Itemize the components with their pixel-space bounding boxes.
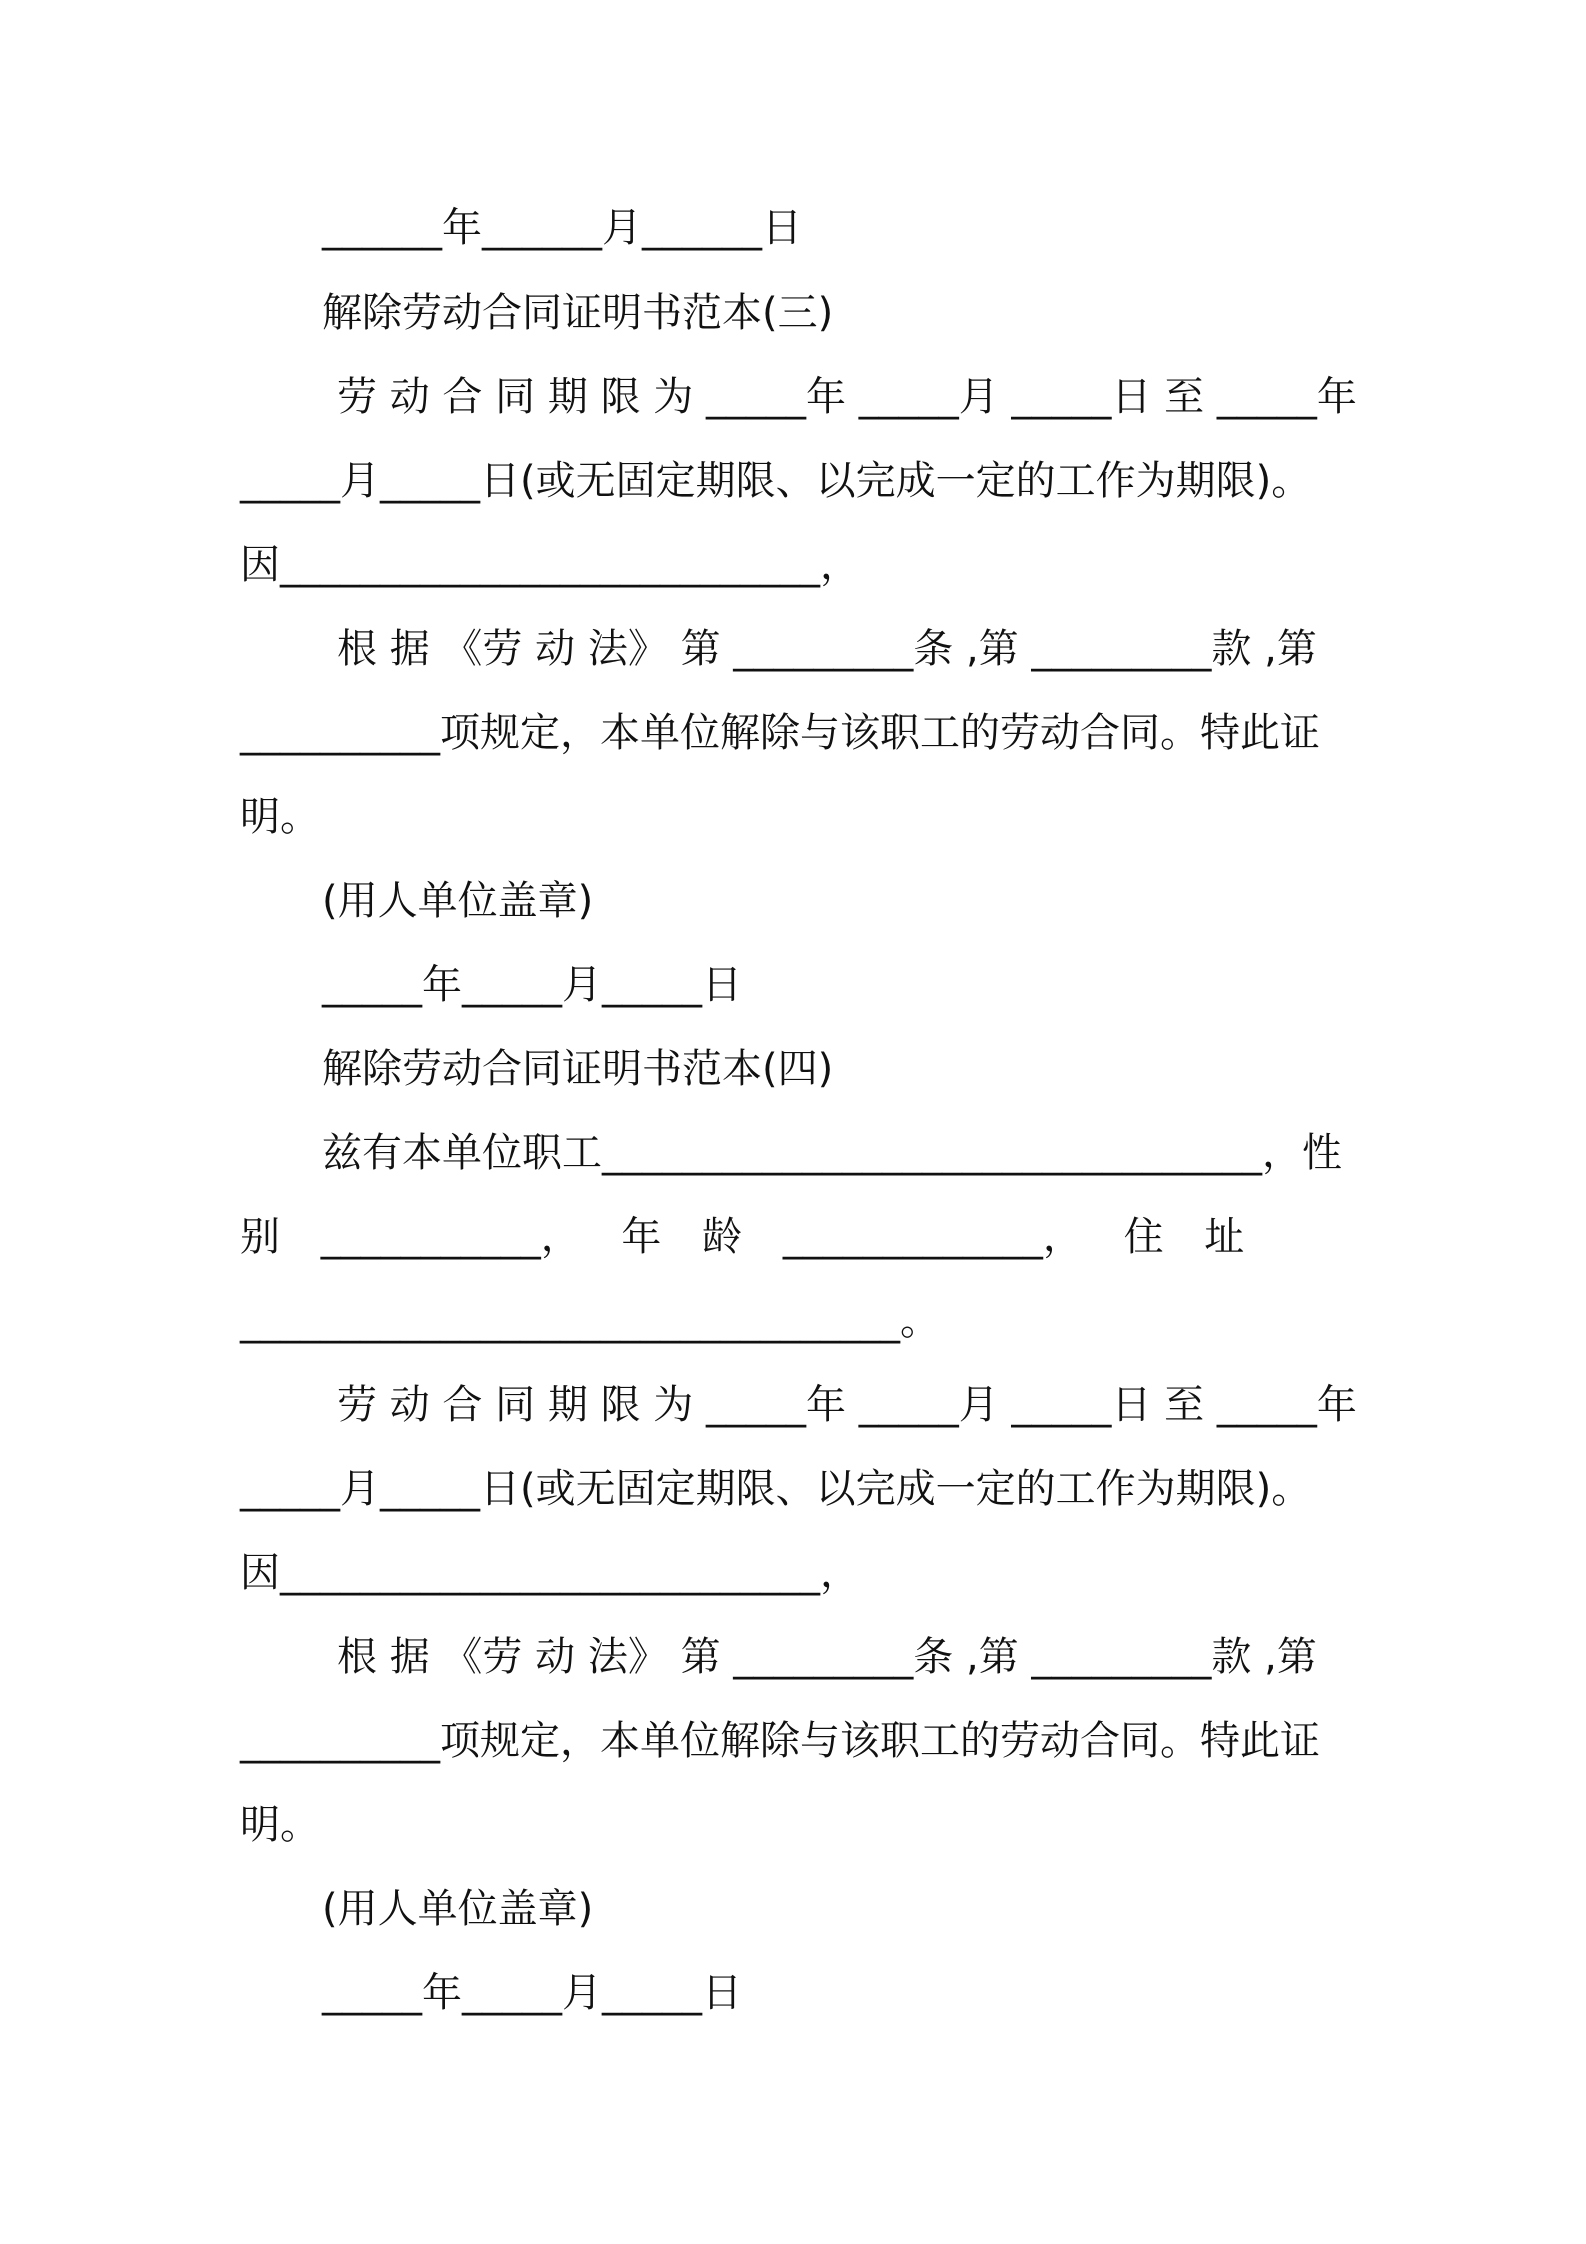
reason-line: 因___________________________，: [240, 542, 860, 588]
employee-line: 兹有本单位职工_________________________________，性: [322, 1130, 1342, 1176]
reason-line-b: 因___________________________，: [240, 1550, 860, 1596]
law-basis-line-2: __________项规定，本单位解除与该职工的劳动合同。特此证: [240, 710, 1320, 756]
employer-seal-b: (用人单位盖章): [322, 1886, 594, 1932]
contract-term-line-1b: 劳 动 合 同 期 限 为 _____年 _____月 _____日 至 _____年: [337, 1382, 1357, 1428]
law-basis-line-2b: __________项规定，本单位解除与该职工的劳动合同。特此证: [240, 1718, 1320, 1764]
date-line-3: _____年_____月_____日: [322, 962, 742, 1008]
date-line-top: ______年______月______日: [322, 205, 802, 251]
contract-term-line-1: 劳 动 合 同 期 限 为 _____年 _____月 _____日 至 _____年: [337, 374, 1357, 420]
law-basis-line-3b: 明。: [240, 1802, 320, 1848]
law-basis-line-1b: 根 据 《劳 动 法》 第 _________条 ,第 _________款 ,第: [337, 1634, 1317, 1680]
law-basis-line-1: 根 据 《劳 动 法》 第 _________条 ,第 _________款 ,第: [337, 626, 1317, 672]
contract-term-line-2b: _____月_____日(或无固定期限、以完成一定的工作为期限)。: [240, 1466, 1312, 1512]
employee-details-line: 别 ___________， 年 龄 _____________， 住 址: [240, 1214, 1245, 1260]
section-title-4: 解除劳动合同证明书范本(四): [322, 1046, 834, 1092]
date-line-4: _____年_____月_____日: [322, 1970, 742, 2016]
law-basis-line-3: 明。: [240, 794, 320, 840]
employer-seal: (用人单位盖章): [322, 878, 594, 924]
section-title-3: 解除劳动合同证明书范本(三): [322, 290, 834, 336]
address-line: _________________________________。: [240, 1298, 940, 1344]
contract-term-line-2: _____月_____日(或无固定期限、以完成一定的工作为期限)。: [240, 458, 1312, 504]
